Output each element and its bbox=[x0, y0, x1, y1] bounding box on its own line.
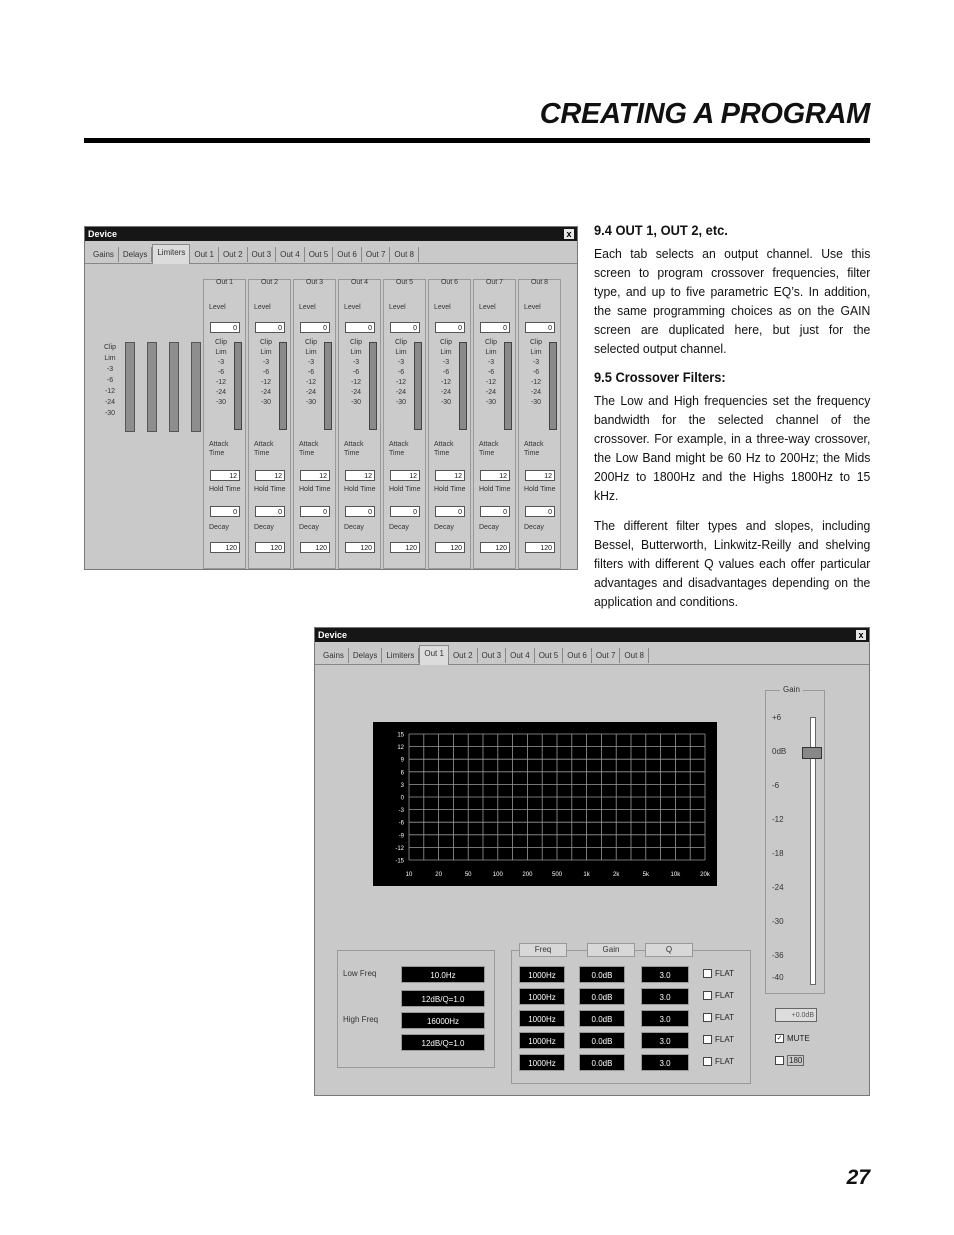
channel-name: Out 3 bbox=[305, 279, 324, 286]
section-crossover-body-1: The Low and High frequencies set the frequency bandwidth for the selected channel of the crossover. For example, in a three-way crossover, the Low Band might be 60 Hz to 200Hz; the Mids 200Hz to 1800Hz and the Highs 1800Hz to 15 kHz. bbox=[594, 393, 871, 503]
limiter-meter bbox=[414, 342, 422, 430]
decay-spinner[interactable]: 120 bbox=[345, 542, 375, 553]
hold-spinner[interactable]: 0 bbox=[390, 506, 420, 517]
meter-scale-label: -30 bbox=[530, 399, 542, 406]
hold-spinner[interactable]: 0 bbox=[210, 506, 240, 517]
decay-label: Decay bbox=[434, 524, 454, 531]
peq-gain-4[interactable]: 0.0dB bbox=[579, 1032, 625, 1049]
meter-scale-label: -12 bbox=[530, 379, 542, 386]
attack-label: Attack Time bbox=[254, 441, 274, 457]
hold-label: Hold Time bbox=[479, 486, 511, 493]
input-meter-1 bbox=[125, 342, 135, 432]
limiters-window bbox=[84, 226, 578, 570]
attack-spinner[interactable]: 12 bbox=[525, 470, 555, 481]
meter-scale-label: -30 bbox=[350, 399, 362, 406]
y-tick-label: -15 bbox=[395, 858, 404, 865]
hold-spinner[interactable]: 0 bbox=[480, 506, 510, 517]
meter-scale-label: Clip bbox=[484, 339, 498, 346]
limiter-meter bbox=[369, 342, 377, 430]
flat-check-icon bbox=[703, 1057, 712, 1066]
x-tick-label: 1k bbox=[583, 872, 590, 878]
meter-scale-label: -24 bbox=[260, 389, 272, 396]
decay-label: Decay bbox=[389, 524, 409, 531]
input-meter-2 bbox=[147, 342, 157, 432]
hold-label: Hold Time bbox=[389, 486, 421, 493]
x-tick-label: 10k bbox=[670, 872, 681, 878]
y-tick-label: 9 bbox=[400, 757, 404, 764]
meter-scale-label: -24 bbox=[305, 389, 317, 396]
level-label: Level bbox=[479, 304, 496, 311]
decay-spinner[interactable]: 120 bbox=[480, 542, 510, 553]
limiter-channel-4 bbox=[338, 279, 381, 569]
peq-gain-2[interactable]: 0.0dB bbox=[579, 988, 625, 1005]
level-spinner[interactable]: 0 bbox=[300, 322, 330, 333]
limiter-channel-3 bbox=[293, 279, 336, 569]
attack-spinner[interactable]: 12 bbox=[255, 470, 285, 481]
limiter-channel-8 bbox=[518, 279, 561, 569]
gain-scale-label: -18 bbox=[772, 849, 784, 858]
x-tick-label: 5k bbox=[642, 872, 649, 878]
meter-scale-label: -30 bbox=[260, 399, 272, 406]
limiter-meter bbox=[324, 342, 332, 430]
peq-gain-1[interactable]: 0.0dB bbox=[579, 966, 625, 983]
flat-label: FLAT bbox=[715, 991, 734, 1000]
meter-scale-label: -3 bbox=[532, 359, 540, 366]
flat-check-icon bbox=[703, 969, 712, 978]
scale-label: -3 bbox=[106, 366, 114, 373]
meter-scale-label: -6 bbox=[262, 369, 270, 376]
limiter-channel-2 bbox=[248, 279, 291, 569]
out1-window bbox=[314, 627, 870, 1096]
meter-scale-label: -24 bbox=[350, 389, 362, 396]
meter-scale-label: -24 bbox=[530, 389, 542, 396]
scale-label: -30 bbox=[104, 410, 116, 417]
peq-q-4[interactable]: 3.0 bbox=[641, 1032, 689, 1049]
tab-gains[interactable]: Gains bbox=[89, 247, 119, 262]
tab-out-8[interactable]: Out 8 bbox=[390, 247, 419, 262]
limiter-channel-5 bbox=[383, 279, 426, 569]
attack-spinner[interactable]: 12 bbox=[435, 470, 465, 481]
gain-scale-label: +6 bbox=[772, 713, 782, 722]
tab-delays[interactable]: Delays bbox=[349, 648, 382, 663]
meter-scale-label: Lim bbox=[305, 349, 317, 356]
peq-freq-5[interactable]: 1000Hz bbox=[519, 1054, 565, 1071]
decay-spinner[interactable]: 120 bbox=[525, 542, 555, 553]
hold-spinner[interactable]: 0 bbox=[345, 506, 375, 517]
level-spinner[interactable]: 0 bbox=[480, 322, 510, 333]
high-freq-label: High Freq bbox=[343, 1015, 379, 1024]
mute-check-icon: ✓ bbox=[776, 1035, 783, 1042]
section-crossover-body-2: The different filter types and slopes, including Bessel, Butterworth, Linkwitz-Reilly and shelving filters with different Q values each offer particular advantages and disadvantages depending on the application and conditions. bbox=[594, 518, 871, 609]
meter-scale-label: -24 bbox=[215, 389, 227, 396]
gain-group bbox=[765, 685, 825, 994]
channel-name: Out 2 bbox=[260, 279, 279, 286]
attack-label: Attack Time bbox=[344, 441, 364, 457]
meter-scale bbox=[484, 338, 498, 408]
hold-label: Hold Time bbox=[209, 486, 241, 493]
channel-name: Out 6 bbox=[440, 279, 459, 286]
x-tick-label: 50 bbox=[464, 872, 472, 878]
flat-check-icon bbox=[703, 1013, 712, 1022]
mute-label: MUTE bbox=[787, 1034, 810, 1043]
y-tick-label: -12 bbox=[395, 845, 404, 852]
level-spinner[interactable]: 0 bbox=[525, 322, 555, 333]
peq-freq-1[interactable]: 1000Hz bbox=[519, 966, 565, 983]
tab-out-5[interactable]: Out 5 bbox=[305, 247, 334, 262]
decay-label: Decay bbox=[524, 524, 544, 531]
graph-grid bbox=[373, 722, 717, 886]
meter-scale-label: -12 bbox=[395, 379, 407, 386]
meter-scale-label: Lim bbox=[485, 349, 497, 356]
peq-freq-2[interactable]: 1000Hz bbox=[519, 988, 565, 1005]
section-heading-crossover: 9.5 Crossover Filters: bbox=[594, 369, 726, 385]
x-tick-label: 20k bbox=[700, 872, 710, 878]
hold-label: Hold Time bbox=[524, 486, 556, 493]
close-icon[interactable]: x bbox=[564, 229, 574, 239]
x-tick-label: 500 bbox=[551, 872, 563, 878]
level-spinner[interactable]: 0 bbox=[210, 322, 240, 333]
tab-bar bbox=[315, 648, 869, 665]
level-spinner[interactable]: 0 bbox=[390, 322, 420, 333]
meter-scale-label: -6 bbox=[397, 369, 405, 376]
tab-out-7[interactable]: Out 7 bbox=[592, 648, 621, 663]
meter-scale-label: -6 bbox=[352, 369, 360, 376]
peq-q-1[interactable]: 3.0 bbox=[641, 966, 689, 983]
meter-scale-label: -30 bbox=[440, 399, 452, 406]
tab-bar bbox=[85, 247, 577, 264]
gain-scale-label: -6 bbox=[772, 781, 780, 790]
meter-scale bbox=[439, 338, 453, 408]
flat-checkbox-2[interactable] bbox=[703, 991, 734, 1000]
flat-label: FLAT bbox=[715, 1013, 734, 1022]
meter-scale bbox=[394, 338, 408, 408]
tab-limiters[interactable]: Limiters bbox=[382, 648, 419, 663]
level-spinner[interactable]: 0 bbox=[255, 322, 285, 333]
x-tick-label: 2k bbox=[613, 872, 620, 878]
meter-scale-label: -6 bbox=[532, 369, 540, 376]
peq-q-2[interactable]: 3.0 bbox=[641, 988, 689, 1005]
y-tick-label: 6 bbox=[400, 770, 404, 777]
section-heading-out: 9.4 OUT 1, OUT 2, etc. bbox=[594, 222, 728, 238]
meter-scale-label: Clip bbox=[214, 339, 228, 346]
meter-scale-label: -24 bbox=[440, 389, 452, 396]
meter-scale-label: Lim bbox=[395, 349, 407, 356]
hold-label: Hold Time bbox=[344, 486, 376, 493]
hold-label: Hold Time bbox=[434, 486, 466, 493]
y-tick-label: 15 bbox=[397, 732, 404, 739]
peq-gain-5[interactable]: 0.0dB bbox=[579, 1054, 625, 1071]
gain-scale-label: -12 bbox=[772, 815, 784, 824]
meter-scale-label: -3 bbox=[352, 359, 360, 366]
peq-q-3[interactable]: 3.0 bbox=[641, 1010, 689, 1027]
meter-scale-label: -3 bbox=[442, 359, 450, 366]
attack-spinner[interactable]: 12 bbox=[345, 470, 375, 481]
gain-scale-label: -24 bbox=[772, 883, 784, 892]
level-label: Level bbox=[344, 304, 361, 311]
tab-out-4[interactable]: Out 4 bbox=[276, 247, 305, 262]
meter-scale-label: -30 bbox=[485, 399, 497, 406]
level-label: Level bbox=[389, 304, 406, 311]
meter-scale-label: -12 bbox=[485, 379, 497, 386]
meter-scale-label: -6 bbox=[217, 369, 225, 376]
y-tick-label: -6 bbox=[398, 820, 404, 827]
meter-scale-label: -12 bbox=[260, 379, 272, 386]
section-out-body: Each tab selects an output channel. Use this screen to program crossover frequencies, filter type, and up to five parametric EQ’s. In addition, the same programming choices as on the GAIN screen are duplicated here, but just for the selected output channel. bbox=[594, 246, 871, 356]
level-spinner[interactable]: 0 bbox=[435, 322, 465, 333]
meter-scale-label: -3 bbox=[307, 359, 315, 366]
channel-name: Out 7 bbox=[485, 279, 504, 286]
tab-out-2[interactable]: Out 2 bbox=[219, 247, 248, 262]
meter-scale-label: -24 bbox=[395, 389, 407, 396]
x-tick-label: 200 bbox=[522, 872, 533, 878]
decay-label: Decay bbox=[209, 524, 229, 531]
tab-out-5[interactable]: Out 5 bbox=[535, 648, 564, 663]
tab-out-7[interactable]: Out 7 bbox=[362, 247, 391, 262]
meter-scale-label: -30 bbox=[215, 399, 227, 406]
meter-scale-label: Clip bbox=[304, 339, 318, 346]
mute-checkbox[interactable] bbox=[775, 1034, 810, 1043]
decay-spinner[interactable]: 120 bbox=[210, 542, 240, 553]
meter-scale-label: -12 bbox=[215, 379, 227, 386]
decay-label: Decay bbox=[299, 524, 319, 531]
invert-checkbox[interactable] bbox=[775, 1055, 804, 1066]
x-tick-label: 20 bbox=[435, 872, 442, 878]
window-titlebar bbox=[85, 227, 577, 241]
flat-checkbox-3[interactable] bbox=[703, 1013, 734, 1022]
meter-scale-label: Lim bbox=[260, 349, 272, 356]
scale-label: Clip bbox=[103, 344, 117, 351]
x-tick-label: 10 bbox=[405, 872, 413, 878]
decay-label: Decay bbox=[254, 524, 274, 531]
limiter-meter bbox=[234, 342, 242, 430]
gain-header: Gain bbox=[780, 685, 803, 694]
attack-label: Attack Time bbox=[209, 441, 229, 457]
attack-spinner[interactable]: 12 bbox=[210, 470, 240, 481]
level-label: Level bbox=[209, 304, 226, 311]
low-filter-type[interactable]: 12dB/Q=1.0 bbox=[401, 990, 485, 1007]
hold-label: Hold Time bbox=[299, 486, 331, 493]
frequency-response-graph bbox=[373, 722, 717, 886]
flat-check-icon bbox=[703, 991, 712, 1000]
meter-scale-label: Clip bbox=[529, 339, 543, 346]
x-tick-label: 100 bbox=[492, 872, 503, 878]
meter-scale-label: -12 bbox=[440, 379, 452, 386]
gain-scale-label: -36 bbox=[772, 951, 784, 960]
meter-scale-label: -3 bbox=[397, 359, 405, 366]
channel-name: Out 4 bbox=[350, 279, 369, 286]
decay-spinner[interactable]: 120 bbox=[435, 542, 465, 553]
limiter-channel-1 bbox=[203, 279, 246, 569]
tab-out-8[interactable]: Out 8 bbox=[620, 648, 649, 663]
limiter-channel-7 bbox=[473, 279, 516, 569]
hold-spinner[interactable]: 0 bbox=[300, 506, 330, 517]
gain-slider-thumb[interactable] bbox=[802, 747, 822, 759]
level-label: Level bbox=[299, 304, 316, 311]
channel-name: Out 5 bbox=[395, 279, 414, 286]
flat-check-icon bbox=[703, 1035, 712, 1044]
high-filter-type[interactable]: 12dB/Q=1.0 bbox=[401, 1034, 485, 1051]
meter-scale-label: Clip bbox=[394, 339, 408, 346]
decay-label: Decay bbox=[479, 524, 499, 531]
meter-scale bbox=[349, 338, 363, 408]
decay-spinner[interactable]: 120 bbox=[390, 542, 420, 553]
hold-spinner[interactable]: 0 bbox=[525, 506, 555, 517]
y-tick-label: -9 bbox=[398, 833, 404, 840]
peq-header-gain: Gain bbox=[587, 943, 635, 957]
decay-spinner[interactable]: 120 bbox=[300, 542, 330, 553]
flat-checkbox-1[interactable] bbox=[703, 969, 734, 978]
page-title: CREATING A PROGRAM bbox=[539, 98, 870, 130]
channel-name: Out 1 bbox=[215, 279, 234, 286]
meter-scale-label: -12 bbox=[350, 379, 362, 386]
scale-label: -6 bbox=[106, 377, 114, 384]
limiter-meter bbox=[279, 342, 287, 430]
invert-check-icon bbox=[775, 1056, 784, 1065]
peq-freq-3[interactable]: 1000Hz bbox=[519, 1010, 565, 1027]
flat-label: FLAT bbox=[715, 1057, 734, 1066]
tab-out-1[interactable]: Out 1 bbox=[190, 247, 219, 262]
decay-spinner[interactable]: 120 bbox=[255, 542, 285, 553]
level-spinner[interactable]: 0 bbox=[345, 322, 375, 333]
meter-scale-label: Clip bbox=[259, 339, 273, 346]
tab-out-1[interactable]: Out 1 bbox=[419, 645, 449, 665]
limiter-scale-labels bbox=[103, 342, 117, 419]
attack-label: Attack Time bbox=[524, 441, 544, 457]
tab-delays[interactable]: Delays bbox=[119, 247, 152, 262]
close-icon[interactable]: x bbox=[856, 630, 866, 640]
level-label: Level bbox=[524, 304, 541, 311]
tab-limiters[interactable]: Limiters bbox=[152, 244, 190, 264]
y-tick-label: -3 bbox=[398, 808, 404, 815]
peq-gain-3[interactable]: 0.0dB bbox=[579, 1010, 625, 1027]
invert-label: 180 bbox=[789, 1056, 803, 1065]
meter-scale-label: Lim bbox=[350, 349, 362, 356]
tab-out-3[interactable]: Out 3 bbox=[478, 648, 507, 663]
scale-label: -12 bbox=[104, 388, 116, 395]
channel-name: Out 8 bbox=[530, 279, 549, 286]
low-freq-value[interactable]: 10.0Hz bbox=[401, 966, 485, 983]
gain-scale-label: -30 bbox=[772, 917, 784, 926]
gain-scale-label: -40 bbox=[772, 973, 784, 982]
input-meter-3 bbox=[169, 342, 179, 432]
page-number: 27 bbox=[846, 1166, 870, 1189]
meter-scale-label: -6 bbox=[307, 369, 315, 376]
tab-out-6[interactable]: Out 6 bbox=[333, 247, 362, 262]
attack-label: Attack Time bbox=[389, 441, 409, 457]
meter-scale-label: Lim bbox=[530, 349, 542, 356]
attack-spinner[interactable]: 12 bbox=[480, 470, 510, 481]
text-column bbox=[594, 222, 870, 622]
hold-spinner[interactable]: 0 bbox=[255, 506, 285, 517]
attack-label: Attack Time bbox=[299, 441, 319, 457]
meter-scale bbox=[259, 338, 273, 408]
attack-spinner[interactable]: 12 bbox=[300, 470, 330, 481]
y-tick-label: 3 bbox=[400, 782, 404, 789]
window-titlebar bbox=[315, 628, 869, 642]
tab-gains[interactable]: Gains bbox=[319, 648, 349, 663]
meter-scale bbox=[304, 338, 318, 408]
meter-scale-label: -3 bbox=[262, 359, 270, 366]
peq-header-q: Q bbox=[645, 943, 693, 957]
limiter-meter bbox=[549, 342, 557, 430]
tab-out-6[interactable]: Out 6 bbox=[563, 648, 592, 663]
scale-label: Lim bbox=[104, 355, 116, 362]
flat-label: FLAT bbox=[715, 1035, 734, 1044]
meter-scale-label: -30 bbox=[305, 399, 317, 406]
high-freq-value[interactable]: 16000Hz bbox=[401, 1012, 485, 1029]
gain-readout[interactable]: +0.0dB bbox=[775, 1008, 817, 1022]
peq-q-5[interactable]: 3.0 bbox=[641, 1054, 689, 1071]
meter-scale-label: -6 bbox=[487, 369, 495, 376]
window-title: Device bbox=[88, 229, 118, 239]
peq-freq-4[interactable]: 1000Hz bbox=[519, 1032, 565, 1049]
title-rule bbox=[84, 138, 870, 143]
limiter-channel-6 bbox=[428, 279, 471, 569]
hold-label: Hold Time bbox=[254, 486, 286, 493]
tab-out-4[interactable]: Out 4 bbox=[506, 648, 535, 663]
meter-scale-label: Clip bbox=[439, 339, 453, 346]
meter-scale-label: -6 bbox=[442, 369, 450, 376]
decay-label: Decay bbox=[344, 524, 364, 531]
scale-label: -24 bbox=[104, 399, 116, 406]
level-label: Level bbox=[434, 304, 451, 311]
y-tick-label: 12 bbox=[397, 745, 404, 752]
meter-scale-label: -3 bbox=[487, 359, 495, 366]
meter-scale-label: -12 bbox=[305, 379, 317, 386]
input-meter-4 bbox=[191, 342, 201, 432]
meter-scale bbox=[529, 338, 543, 408]
level-label: Level bbox=[254, 304, 271, 311]
attack-spinner[interactable]: 12 bbox=[390, 470, 420, 481]
meter-scale-label: -30 bbox=[395, 399, 407, 406]
hold-spinner[interactable]: 0 bbox=[435, 506, 465, 517]
limiter-meter bbox=[504, 342, 512, 430]
attack-label: Attack Time bbox=[434, 441, 454, 457]
meter-scale bbox=[214, 338, 228, 408]
y-tick-label: 0 bbox=[400, 795, 404, 802]
low-freq-label: Low Freq bbox=[343, 969, 377, 978]
meter-scale-label: Clip bbox=[349, 339, 363, 346]
flat-checkbox-4[interactable] bbox=[703, 1035, 734, 1044]
tab-out-3[interactable]: Out 3 bbox=[248, 247, 277, 262]
peq-header-freq: Freq bbox=[519, 943, 567, 957]
meter-scale-label: Lim bbox=[215, 349, 227, 356]
flat-checkbox-5[interactable] bbox=[703, 1057, 734, 1066]
meter-scale-label: -3 bbox=[217, 359, 225, 366]
meter-scale-label: -24 bbox=[485, 389, 497, 396]
gain-scale-label: 0dB bbox=[772, 747, 787, 756]
limiter-meter bbox=[459, 342, 467, 430]
tab-out-2[interactable]: Out 2 bbox=[449, 648, 478, 663]
window-title: Device bbox=[318, 630, 348, 640]
flat-label: FLAT bbox=[715, 969, 734, 978]
attack-label: Attack Time bbox=[479, 441, 499, 457]
meter-scale-label: Lim bbox=[440, 349, 452, 356]
